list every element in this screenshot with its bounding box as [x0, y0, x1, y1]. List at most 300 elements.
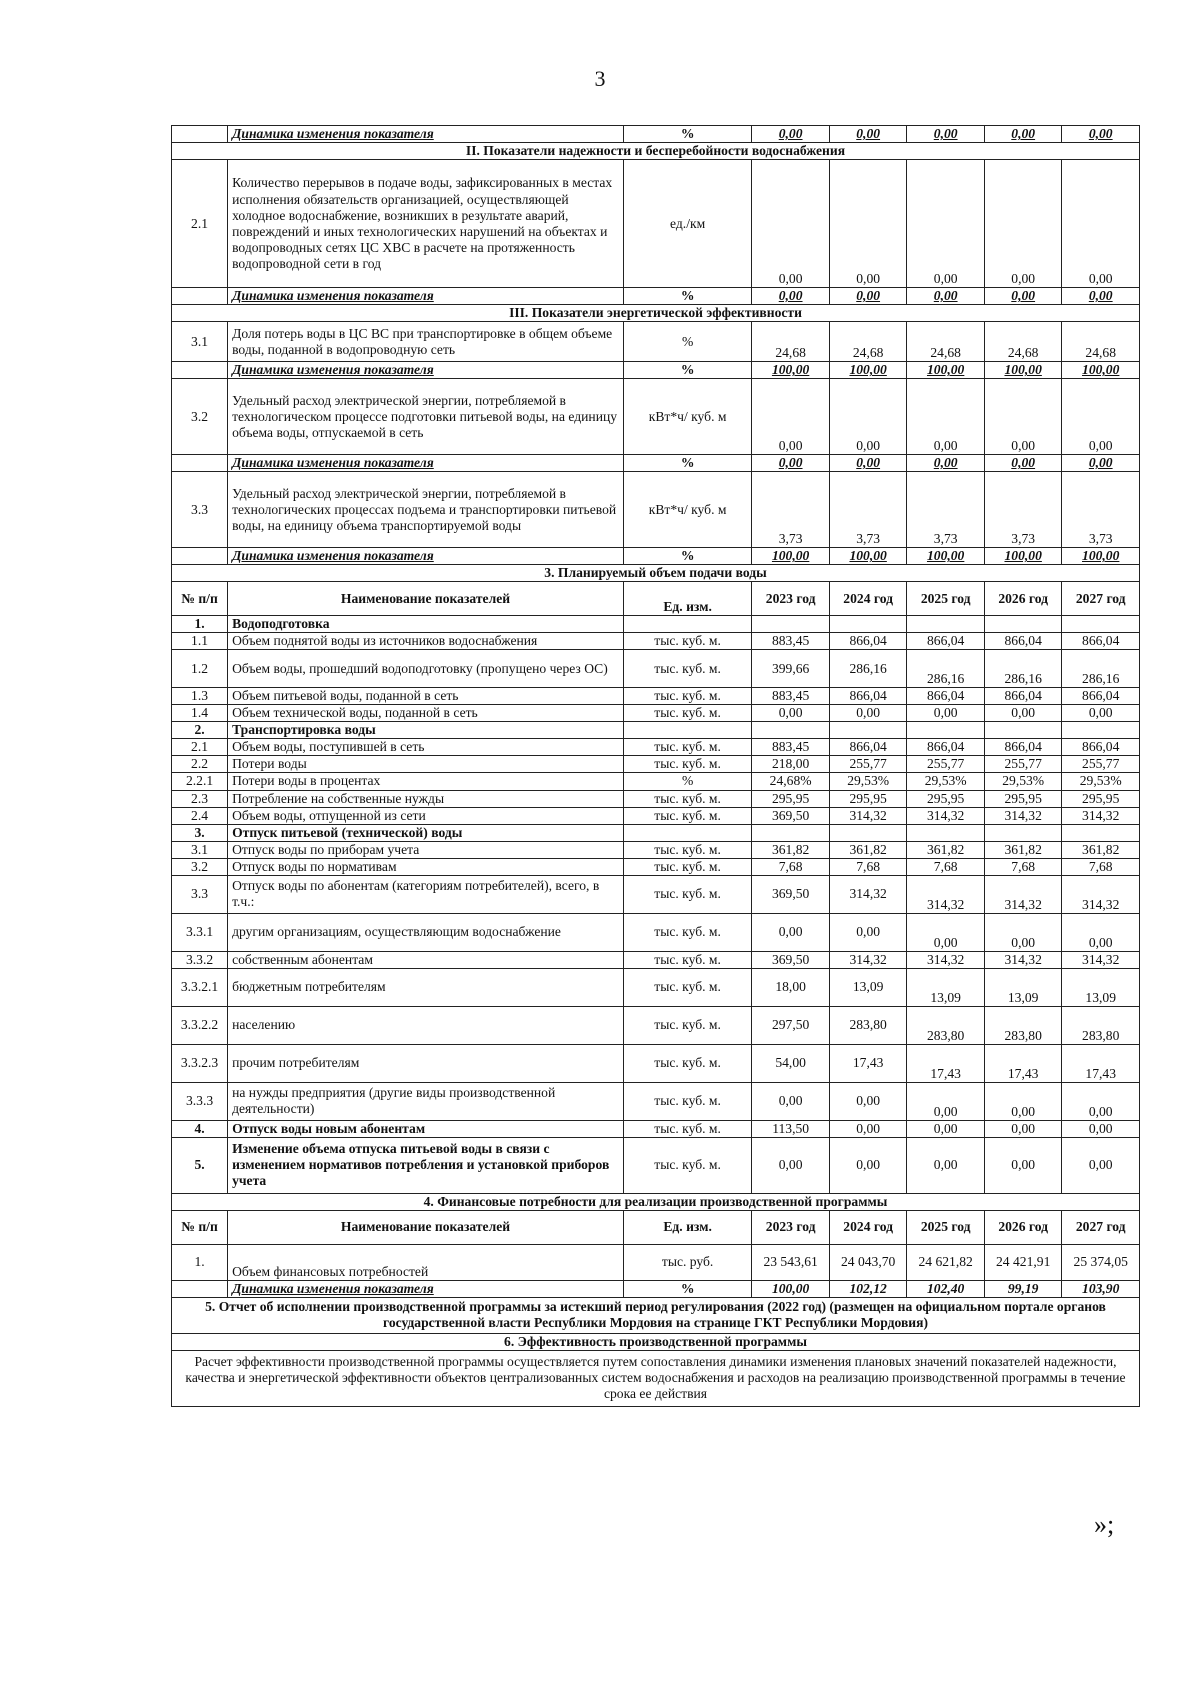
value-cell: 113,50: [752, 1120, 830, 1137]
value-cell: 314,32: [1062, 951, 1140, 968]
value-cell: 0,00: [752, 160, 830, 288]
indicator-name: Объем воды, отпущенной из сети: [228, 807, 624, 824]
value-cell: 0,00: [829, 705, 907, 722]
section5-title: 5. Отчет об исполнении производственной программы за истекший период регулирования (2022 год) (размещен на официальном портале органов государственной власти Республики Мордовия на странице ГКТ Республики Мордовия): [172, 1297, 1140, 1333]
value-cell: [984, 616, 1062, 633]
row-number: [172, 455, 228, 472]
volume-row: [172, 650, 1140, 688]
indicator-name: Отпуск питьевой (технической) воды: [228, 824, 624, 841]
value-cell: 314,32: [829, 951, 907, 968]
value-cell: [829, 548, 907, 565]
value-cell: 314,32: [1062, 875, 1140, 913]
value-cell: 297,50: [752, 1006, 830, 1044]
value-cell: 102,40: [907, 1280, 985, 1297]
row-number: 3.3.3: [172, 1082, 228, 1120]
row-number: 3.3.2.2: [172, 1006, 228, 1044]
header-year: 2024 год: [829, 1210, 907, 1244]
value-cell: [829, 616, 907, 633]
indicator-name: Водоподготовка: [228, 616, 624, 633]
value-text: 100,00: [926, 548, 965, 564]
indicator-name: собственным абонентам: [228, 951, 624, 968]
unit-cell: %: [623, 322, 752, 362]
unit-cell: кВт*ч/ куб. м: [623, 472, 752, 548]
dynamics-row: [172, 1280, 1140, 1297]
value-text: 100,00: [926, 362, 965, 378]
indicator-name: бюджетным потребителям: [228, 968, 624, 1006]
value-cell: 0,00: [984, 705, 1062, 722]
value-cell: 0,00: [907, 160, 985, 288]
indicator-name: Потребление на собственные нужды: [228, 790, 624, 807]
unit-cell: тыс. куб. м.: [623, 1006, 752, 1044]
unit-cell: тыс. куб. м.: [623, 739, 752, 756]
value-text: 100,00: [1004, 362, 1042, 378]
value-text: 0,00: [1088, 455, 1113, 471]
value-cell: 0,00: [907, 1137, 985, 1193]
row-number: 3.3.2.3: [172, 1044, 228, 1082]
value-text: 100,00: [849, 362, 887, 378]
value-cell: 0,00: [1062, 379, 1140, 455]
dynamics-label: [228, 548, 624, 565]
value-cell: 866,04: [984, 633, 1062, 650]
value-text: 100,00: [1082, 362, 1120, 378]
value-cell: 17,43: [829, 1044, 907, 1082]
indicator-name: населению: [228, 1006, 624, 1044]
value-cell: 286,16: [907, 650, 985, 688]
value-cell: [752, 455, 830, 472]
value-cell: 0,00: [1062, 160, 1140, 288]
indicator-name: Удельный расход электрической энергии, потребляемой в технологических процессах подъема и транспортировки питьевой воды, на единицу объема транспортируемой воды: [228, 472, 624, 548]
section-heading-row: [172, 1333, 1140, 1350]
value-cell: 0,00: [1062, 705, 1140, 722]
value-cell: 883,45: [752, 688, 830, 705]
value-cell: 13,09: [829, 968, 907, 1006]
row-number: [172, 362, 228, 379]
section-heading-row: [172, 143, 1140, 160]
indicator-name: прочим потребителям: [228, 1044, 624, 1082]
header-year: 2023 год: [752, 582, 830, 616]
value-cell: 0,00: [984, 1082, 1062, 1120]
row-number: 3.3.1: [172, 913, 228, 951]
value-cell: 29,53%: [1062, 773, 1140, 790]
volume-row: [172, 616, 1140, 633]
indicator-row: [172, 472, 1140, 548]
value-cell: 102,12: [829, 1280, 907, 1297]
value-cell: [1062, 548, 1140, 565]
value-cell: 24 043,70: [829, 1244, 907, 1280]
value-cell: 7,68: [907, 858, 985, 875]
row-number: 1.2: [172, 650, 228, 688]
value-cell: 13,09: [907, 968, 985, 1006]
value-cell: 283,80: [829, 1006, 907, 1044]
value-cell: [752, 722, 830, 739]
value-cell: 0,00: [752, 379, 830, 455]
value-cell: [1062, 288, 1140, 305]
section6-text: Расчет эффективности производственной программы осуществляется путем сопоставления динамики изменения плановых значений показателей надежности, качества и энергетической эффективности объектов централизованных систем водоснабжения и расходов на реализацию производственной программы в течение срока ее действия: [172, 1350, 1140, 1406]
value-text: 100,00: [849, 548, 887, 564]
value-cell: 283,80: [984, 1006, 1062, 1044]
unit-cell: тыс. руб.: [623, 1244, 752, 1280]
value-cell: [984, 455, 1062, 472]
value-text: 0,00: [1088, 288, 1113, 304]
value-cell: [829, 824, 907, 841]
value-cell: 24,68: [1062, 322, 1140, 362]
value-cell: 866,04: [984, 739, 1062, 756]
value-cell: [752, 126, 830, 143]
volume-row: [172, 790, 1140, 807]
value-cell: 295,95: [752, 790, 830, 807]
unit-cell: %: [623, 126, 752, 143]
value-text: 0,00: [1011, 288, 1036, 304]
row-number: 2.1: [172, 739, 228, 756]
unit-cell: тыс. куб. м.: [623, 705, 752, 722]
row-number: 2.3: [172, 790, 228, 807]
volume-row: [172, 807, 1140, 824]
page-number: 3: [594, 66, 606, 91]
value-cell: 314,32: [984, 951, 1062, 968]
value-cell: 314,32: [907, 875, 985, 913]
value-cell: 17,43: [984, 1044, 1062, 1082]
indicator-row: [172, 322, 1140, 362]
value-cell: 0,00: [829, 1082, 907, 1120]
value-text: 0,00: [1011, 126, 1036, 141]
program-table: [171, 125, 1140, 1407]
value-cell: 24,68: [829, 322, 907, 362]
value-cell: 0,00: [752, 705, 830, 722]
value-cell: [829, 362, 907, 379]
value-cell: 29,53%: [907, 773, 985, 790]
value-cell: 0,00: [752, 913, 830, 951]
value-cell: 24 621,82: [907, 1244, 985, 1280]
header-name: Наименование показателей: [228, 582, 624, 616]
indicator-name: Объем поднятой воды из источников водоснабжения: [228, 633, 624, 650]
header-year: 2027 год: [1062, 582, 1140, 616]
dynamics-label-text: Динамика изменения показателя: [232, 288, 434, 304]
value-cell: [829, 722, 907, 739]
dynamics-label: [228, 362, 624, 379]
value-cell: [829, 455, 907, 472]
value-cell: [829, 288, 907, 305]
unit-cell: тыс. куб. м.: [623, 688, 752, 705]
row-number: 3.1: [172, 322, 228, 362]
value-cell: 0,00: [829, 1137, 907, 1193]
unit-cell: тыс. куб. м.: [623, 1120, 752, 1137]
volume-row: [172, 739, 1140, 756]
section4-title: 4. Финансовые потребности для реализации производственной программы: [172, 1193, 1140, 1210]
value-cell: 286,16: [829, 650, 907, 688]
volume-row: [172, 633, 1140, 650]
value-cell: [1062, 616, 1140, 633]
header-year: 2024 год: [829, 582, 907, 616]
value-text: 100,00: [1004, 548, 1042, 564]
unit-cell: %: [623, 288, 752, 305]
finance-row: [172, 1244, 1140, 1280]
value-cell: 255,77: [907, 756, 985, 773]
indicator-name: Удельный расход электрической энергии, потребляемой в технологическом процессе подготовки питьевой воды, на единицу объема воды, отпускаемой в сеть: [228, 379, 624, 455]
row-number: 4.: [172, 1120, 228, 1137]
value-cell: 866,04: [907, 633, 985, 650]
header-unit: Ед. изм.: [623, 582, 752, 616]
volume-row: [172, 824, 1140, 841]
row-number: 1.: [172, 1244, 228, 1280]
indicator-row: [172, 379, 1140, 455]
unit-cell: [623, 616, 752, 633]
value-cell: [829, 126, 907, 143]
unit-cell: тыс. куб. м.: [623, 858, 752, 875]
value-cell: 0,00: [907, 1082, 985, 1120]
row-number: 3.: [172, 824, 228, 841]
value-cell: 283,80: [1062, 1006, 1140, 1044]
header-year: 2027 год: [1062, 1210, 1140, 1244]
unit-cell: тыс. куб. м.: [623, 633, 752, 650]
value-cell: 866,04: [829, 633, 907, 650]
value-cell: [907, 616, 985, 633]
header-year: 2026 год: [984, 582, 1062, 616]
value-text: 100,00: [771, 548, 810, 564]
dynamics-row: [172, 548, 1140, 565]
value-cell: 295,95: [1062, 790, 1140, 807]
value-text: 0,00: [778, 288, 803, 304]
value-cell: 314,32: [1062, 807, 1140, 824]
value-cell: 0,00: [752, 1137, 830, 1193]
value-cell: 0,00: [829, 160, 907, 288]
section-heading-row: [172, 305, 1140, 322]
value-cell: 24,68: [907, 322, 985, 362]
unit-cell: ед./км: [623, 160, 752, 288]
dynamics-label-text: Динамика изменения показателя: [232, 362, 434, 378]
value-cell: [984, 824, 1062, 841]
value-cell: 866,04: [1062, 688, 1140, 705]
indicator-name: Объем воды, поступившей в сеть: [228, 739, 624, 756]
value-cell: [1062, 824, 1140, 841]
indicator-name: Потери воды: [228, 756, 624, 773]
section6-title: 6. Эффективность производственной программы: [172, 1333, 1140, 1350]
indicator-name: Объем воды, прошедший водоподготовку (пропущено через ОС): [228, 650, 624, 688]
indicator-name: Количество перерывов в подаче воды, зафиксированных в местах исполнения обязательств организацией, осуществляющей холодное водоснабжение, возникших в результате аварий, повреждений и иных технологических нарушений на объектах и водопроводных сетях ЦС ХВС в расчете на протяженность водопроводной сети в год: [228, 160, 624, 288]
dynamics-row: [172, 288, 1140, 305]
volume-row: [172, 1137, 1140, 1193]
indicator-name: Потери воды в процентах: [228, 773, 624, 790]
unit-cell: тыс. куб. м.: [623, 875, 752, 913]
volume-row: [172, 688, 1140, 705]
value-cell: 0,00: [1062, 1120, 1140, 1137]
value-cell: 295,95: [984, 790, 1062, 807]
volume-row: [172, 1082, 1140, 1120]
value-cell: 295,95: [829, 790, 907, 807]
value-cell: 218,00: [752, 756, 830, 773]
value-cell: 866,04: [1062, 633, 1140, 650]
value-cell: [984, 126, 1062, 143]
value-cell: 883,45: [752, 633, 830, 650]
indicator-name: Объем финансовых потребностей: [228, 1244, 624, 1280]
header-year: 2025 год: [907, 1210, 985, 1244]
unit-cell: тыс. куб. м.: [623, 1137, 752, 1193]
indicator-name: другим организациям, осуществляющим водоснабжение: [228, 913, 624, 951]
value-cell: 866,04: [907, 739, 985, 756]
volume-row: [172, 951, 1140, 968]
row-number: [172, 548, 228, 565]
unit-cell: тыс. куб. м.: [623, 913, 752, 951]
row-number: 2.1: [172, 160, 228, 288]
value-text: 0,00: [856, 126, 881, 141]
unit-cell: тыс. куб. м.: [623, 1044, 752, 1082]
value-cell: 361,82: [1062, 841, 1140, 858]
value-cell: 13,09: [984, 968, 1062, 1006]
value-cell: 0,00: [752, 1082, 830, 1120]
indicator-name: Отпуск воды по приборам учета: [228, 841, 624, 858]
value-cell: [752, 362, 830, 379]
dynamics-label: [228, 455, 624, 472]
value-cell: 13,09: [1062, 968, 1140, 1006]
value-cell: 0,00: [984, 1137, 1062, 1193]
value-cell: [984, 288, 1062, 305]
row-number: 3.3.2: [172, 951, 228, 968]
value-cell: 399,66: [752, 650, 830, 688]
header-year: 2023 год: [752, 1210, 830, 1244]
value-cell: [1062, 455, 1140, 472]
value-cell: 361,82: [829, 841, 907, 858]
volume-row: [172, 773, 1140, 790]
table-body: [172, 126, 1140, 1407]
value-cell: 3,73: [907, 472, 985, 548]
unit-cell: %: [623, 773, 752, 790]
value-cell: 3,73: [752, 472, 830, 548]
indicator-name: Отпуск воды по нормативам: [228, 858, 624, 875]
value-cell: 0,00: [829, 913, 907, 951]
value-cell: [907, 455, 985, 472]
volume-row: [172, 858, 1140, 875]
value-cell: 369,50: [752, 951, 830, 968]
volume-row: [172, 1120, 1140, 1137]
value-cell: 100,00: [752, 1280, 830, 1297]
dynamics-label: [228, 126, 624, 143]
value-cell: 866,04: [984, 688, 1062, 705]
value-cell: 314,32: [984, 807, 1062, 824]
header-row: [172, 582, 1140, 616]
value-cell: [984, 548, 1062, 565]
value-cell: 99,19: [984, 1280, 1062, 1297]
section5-row: [172, 1297, 1140, 1333]
value-cell: 0,00: [829, 379, 907, 455]
value-cell: 314,32: [907, 807, 985, 824]
dynamics-label-text: Динамика изменения показателя: [232, 455, 434, 471]
volume-row: [172, 722, 1140, 739]
indicator-name: Отпуск воды по абонентам (категориям потребителей), всего, в т.ч.:: [228, 875, 624, 913]
value-cell: 314,32: [829, 875, 907, 913]
value-cell: [907, 126, 985, 143]
value-text: 0,00: [856, 455, 881, 471]
section3-title: 3. Планируемый объем подачи воды: [172, 565, 1140, 582]
header-no: № п/п: [172, 1210, 228, 1244]
value-cell: 103,90: [1062, 1280, 1140, 1297]
value-cell: 3,73: [1062, 472, 1140, 548]
value-cell: 361,82: [907, 841, 985, 858]
unit-cell: [623, 722, 752, 739]
value-cell: 866,04: [907, 688, 985, 705]
row-number: 3.3: [172, 472, 228, 548]
value-cell: [907, 288, 985, 305]
row-number: 3.3: [172, 875, 228, 913]
value-text: 100,00: [771, 362, 810, 378]
dynamics-row: [172, 362, 1140, 379]
row-number: [172, 288, 228, 305]
value-cell: 7,68: [829, 858, 907, 875]
value-text: 100,00: [1082, 548, 1120, 564]
value-text: 0,00: [933, 288, 958, 304]
value-cell: [1062, 362, 1140, 379]
volume-row: [172, 1044, 1140, 1082]
value-cell: 3,73: [829, 472, 907, 548]
unit-cell: тыс. куб. м.: [623, 756, 752, 773]
value-cell: 7,68: [984, 858, 1062, 875]
value-cell: 866,04: [829, 688, 907, 705]
value-cell: [907, 548, 985, 565]
value-text: 0,00: [856, 288, 881, 304]
unit-cell: %: [623, 1280, 752, 1297]
section-heading-row: [172, 565, 1140, 582]
dynamics-label-text: Динамика изменения показателя: [232, 126, 434, 141]
row-number: 3.2: [172, 858, 228, 875]
header-year: 2026 год: [984, 1210, 1062, 1244]
row-number: 1.1: [172, 633, 228, 650]
row-number: [172, 1280, 228, 1297]
value-cell: 283,80: [907, 1006, 985, 1044]
unit-cell: [623, 824, 752, 841]
row-number: 1.: [172, 616, 228, 633]
value-cell: 0,00: [829, 1120, 907, 1137]
row-number: 2.2.1: [172, 773, 228, 790]
dynamics-label-text: Динамика изменения показателя: [232, 1280, 434, 1296]
value-text: 0,00: [778, 126, 803, 141]
header-unit: Ед. изм.: [623, 1210, 752, 1244]
indicator-name: Изменение объема отпуска питьевой воды в связи с изменением нормативов потребления и установкой приборов учета: [228, 1137, 624, 1193]
value-cell: 255,77: [984, 756, 1062, 773]
value-cell: 0,00: [1062, 1082, 1140, 1120]
value-cell: 7,68: [1062, 858, 1140, 875]
value-cell: 361,82: [984, 841, 1062, 858]
value-cell: [907, 824, 985, 841]
value-cell: 0,00: [907, 705, 985, 722]
value-cell: 883,45: [752, 739, 830, 756]
unit-cell: %: [623, 362, 752, 379]
value-cell: [752, 824, 830, 841]
section-heading-row: [172, 1193, 1140, 1210]
value-cell: [984, 722, 1062, 739]
indicator-name: Отпуск воды новым абонентам: [228, 1120, 624, 1137]
value-cell: 25 374,05: [1062, 1244, 1140, 1280]
value-cell: 0,00: [984, 379, 1062, 455]
header-year: 2025 год: [907, 582, 985, 616]
unit-cell: тыс. куб. м.: [623, 968, 752, 1006]
value-text: 0,00: [1088, 126, 1113, 141]
row-number: 3.1: [172, 841, 228, 858]
value-cell: 314,32: [984, 875, 1062, 913]
dynamics-label: [228, 1280, 624, 1297]
value-cell: 3,73: [984, 472, 1062, 548]
value-cell: [752, 548, 830, 565]
value-cell: [1062, 722, 1140, 739]
volume-row: [172, 705, 1140, 722]
header-name: Наименование показателей: [228, 1210, 624, 1244]
value-text: 0,00: [778, 455, 803, 471]
value-cell: 0,00: [1062, 913, 1140, 951]
value-cell: 24,68%: [752, 773, 830, 790]
unit-cell: %: [623, 548, 752, 565]
value-cell: 29,53%: [829, 773, 907, 790]
unit-cell: тыс. куб. м.: [623, 1082, 752, 1120]
closing-quote: »;: [1094, 1510, 1115, 1539]
unit-cell: %: [623, 455, 752, 472]
value-cell: 361,82: [752, 841, 830, 858]
